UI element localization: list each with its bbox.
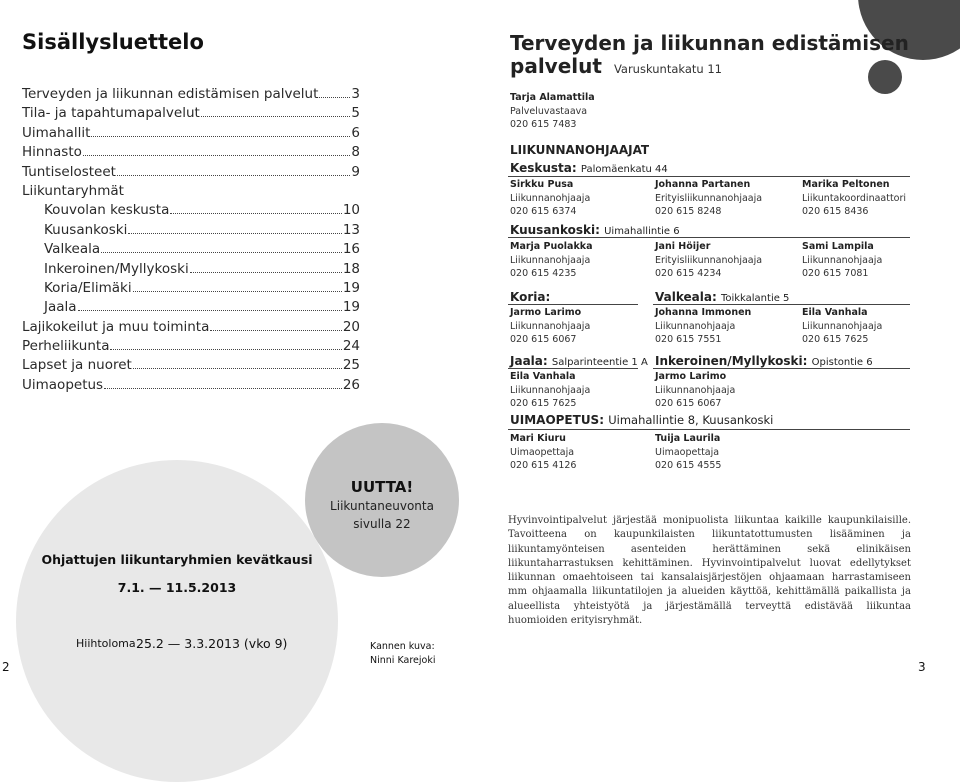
toc-label: Kuusankoski — [44, 221, 128, 238]
toc-row — [22, 319, 360, 338]
page-title-line1: Terveyden ja liikunnan edistämisen — [510, 31, 909, 55]
contact-phone: 020 615 4234 — [655, 268, 722, 279]
contact-phone: 020 615 7081 — [802, 268, 869, 279]
toc-label: Valkeala — [44, 241, 101, 258]
contact-phone: 020 615 6374 — [510, 206, 577, 217]
toc-label: Liikuntaryhmät — [22, 182, 124, 199]
koria-heading — [510, 290, 550, 304]
valkeala-heading — [655, 290, 789, 304]
toc-row — [22, 125, 360, 144]
valkeala-title: Valkeala: — [655, 290, 717, 304]
toc-label: Tuntiselosteet — [22, 163, 116, 180]
contact-role: Liikunnanohjaaja — [655, 384, 736, 396]
toc-row — [22, 357, 360, 376]
toc-page-number: 6 — [351, 124, 360, 141]
season-title: Ohjattujen liikuntaryhmien kevätkausi — [41, 552, 313, 567]
contact-card — [510, 432, 576, 473]
uimaopetus-place: Uimahallintie 8, Kuusankoski — [608, 413, 774, 427]
contact-role: Uimaopettaja — [510, 446, 575, 458]
contact-phone: 020 615 7625 — [510, 398, 577, 409]
contact-card — [510, 306, 590, 347]
contact-role: Liikunnanohjaaja — [802, 320, 883, 332]
toc-label: Lapset ja nuoret — [22, 357, 132, 374]
jaala-place: Salparinteentie 1 A — [551, 357, 648, 368]
inkeroinen-title: Inkeroinen/Myllykoski: — [655, 354, 808, 368]
contact-role: Erityisliikunnanohjaaja — [655, 192, 763, 204]
toc-label: Inkeroinen/Myllykoski — [44, 260, 189, 277]
toc-row — [22, 377, 360, 396]
contact-name: Mari Kiuru — [510, 433, 566, 444]
contact-card — [655, 240, 762, 281]
valkeala-place: Toikkalantie 5 — [720, 293, 790, 304]
toc-label: Uimaopetus — [22, 376, 104, 393]
contact-role: Liikunnanohjaaja — [802, 254, 883, 266]
toc-row — [22, 86, 360, 105]
contact-card — [655, 432, 721, 473]
contact-card — [802, 240, 882, 281]
section-instructors-title: LIIKUNNANOHJAAJAT — [510, 143, 650, 157]
toc-page-number: 18 — [342, 260, 360, 277]
toc-label: Tila- ja tapahtumapalvelut — [22, 105, 200, 122]
toc-leader-dots — [101, 252, 342, 253]
toc-leader-dots — [117, 175, 350, 176]
toc-leader-dots — [190, 272, 342, 273]
contact-name: Sami Lampila — [802, 241, 874, 252]
uutta-line1: Liikuntaneuvonta — [330, 499, 434, 513]
toc-row — [22, 222, 360, 241]
toc-page-number: 24 — [342, 338, 360, 355]
kuusankoski-place: Uimahallintie 6 — [604, 226, 680, 237]
inkeroinen-heading — [655, 354, 873, 368]
keskusta-title: Keskusta: — [510, 161, 577, 175]
contact-name: Johanna Partanen — [655, 179, 751, 190]
contact-name: Marika Peltonen — [802, 179, 890, 190]
toc-label: Jaala — [44, 299, 77, 316]
head-contact-name: Tarja Alamattila — [510, 92, 595, 103]
contact-name: Eila Vanhala — [510, 371, 576, 382]
keskusta-heading — [510, 161, 668, 175]
toc-page-number: 16 — [342, 241, 360, 258]
uimaopetus-heading — [510, 413, 773, 427]
head-contact-phone: 020 615 7483 — [510, 119, 577, 130]
page-title-line2: palvelut — [510, 54, 602, 78]
toc-page-number: 13 — [342, 221, 360, 238]
contact-phone: 020 615 4235 — [510, 268, 577, 279]
keskusta-place: Palomäenkatu 44 — [580, 164, 668, 175]
contact-phone: 020 615 4555 — [655, 460, 722, 471]
toc-row — [22, 261, 360, 280]
toc-label: Terveyden ja liikunnan edistämisen palvelut — [22, 86, 319, 102]
toc-label: Hinnasto — [22, 144, 82, 161]
toc-leader-dots — [83, 155, 351, 156]
toc-leader-dots — [201, 116, 351, 117]
toc-title: Sisällysluettelo — [22, 30, 204, 54]
toc-leader-dots — [170, 213, 341, 214]
season-dates: 7.1. — 11.5.2013 — [117, 580, 237, 595]
toc-label: Perheliikunta — [22, 338, 110, 355]
header-address: Varuskuntakatu 11 — [613, 62, 722, 76]
head-contact — [510, 91, 595, 132]
toc-leader-dots — [104, 388, 342, 389]
contact-phone: 020 615 6067 — [510, 334, 577, 345]
toc-row — [22, 183, 360, 202]
toc-row — [22, 164, 360, 183]
toc-page-number: 20 — [342, 318, 360, 335]
toc-leader-dots — [319, 97, 350, 98]
contact-card — [655, 306, 751, 347]
koria-title: Koria: — [510, 290, 551, 304]
head-contact-role: Palveluvastaava — [510, 105, 588, 117]
toc-leader-dots — [110, 349, 341, 350]
contact-name: Jarmo Larimo — [655, 371, 727, 382]
toc-page-number: 8 — [351, 144, 360, 161]
uutta-text — [305, 497, 459, 533]
toc-row — [22, 202, 360, 221]
toc-page-number: 25 — [342, 357, 360, 374]
contact-card — [655, 370, 735, 411]
page-title — [510, 32, 930, 81]
contact-name: Johanna Immonen — [655, 307, 752, 318]
uutta-title: UUTTA! — [350, 478, 414, 496]
uutta-line2: sivulla 22 — [353, 517, 411, 531]
toc-leader-dots — [133, 291, 342, 292]
jaala-heading — [510, 354, 648, 368]
contact-name: Marja Puolakka — [510, 241, 593, 252]
contact-role: Liikuntakoordinaattori — [802, 192, 907, 204]
inkeroinen-place: Opistontie 6 — [811, 357, 873, 368]
divider — [508, 429, 910, 430]
divider — [508, 237, 910, 238]
contact-role: Uimaopettaja — [655, 446, 720, 458]
contact-role: Erityisliikunnanohjaaja — [655, 254, 763, 266]
toc-leader-dots — [210, 330, 341, 331]
uimaopetus-title: UIMAOPETUS: — [510, 413, 605, 427]
contact-name: Tuija Laurila — [655, 433, 721, 444]
contact-role: Liikunnanohjaaja — [510, 320, 591, 332]
toc-page-number: 26 — [342, 376, 360, 393]
description-paragraph: Hyvinvointipalvelut järjestää monipuolista liikuntaa kaikille kaupunkilaisille. Tavoitteena on kaupunkilaisten liikuntatottumusten lisääminen ja liikuntamyönteisen asenteiden herättäminen sekä elinikäisen liikuntaharrastuksen kehittäminen. Hyvinvointipalvelut luovat edellytykset liikunnan omaehtoiseen tai kansalaisjärjestöjen ohjaamaan harrastamiseen mm ohjaamalla liikuntatilojen ja alueiden käyttöä, kehittämällä paikallista ja alueellista yhteistyötä ja järjestämällä terveyttä edistävää liikuntaa huomioiden erityisryhmät. — [508, 515, 911, 627]
toc-label: Uimahallit — [22, 124, 91, 141]
toc-row — [22, 299, 360, 318]
toc-row — [22, 144, 360, 163]
toc-page-number: 5 — [351, 105, 360, 122]
contact-phone: 020 615 7625 — [802, 334, 869, 345]
contact-card — [802, 178, 906, 219]
contact-phone: 020 615 6067 — [655, 398, 722, 409]
contact-card — [655, 178, 762, 219]
cover-credit-label: Kannen kuva: — [370, 641, 435, 652]
table-of-contents — [22, 86, 360, 396]
toc-leader-dots — [91, 136, 350, 137]
contact-phone: 020 615 7551 — [655, 334, 722, 345]
toc-row — [22, 280, 360, 299]
contact-card — [802, 306, 882, 347]
contact-role: Liikunnanohjaaja — [510, 192, 591, 204]
toc-row — [22, 338, 360, 357]
kuusankoski-heading — [510, 223, 680, 237]
contact-card — [510, 370, 590, 411]
contact-name: Sirkku Pusa — [510, 179, 574, 190]
contact-card — [510, 240, 593, 281]
contact-phone: 020 615 8436 — [802, 206, 869, 217]
contact-phone: 020 615 8248 — [655, 206, 722, 217]
contact-role: Liikunnanohjaaja — [510, 384, 591, 396]
kuusankoski-title: Kuusankoski: — [510, 223, 600, 237]
toc-row — [22, 105, 360, 124]
decor-circle-large — [16, 460, 338, 782]
toc-leader-dots — [133, 368, 342, 369]
contact-role: Liikunnanohjaaja — [655, 320, 736, 332]
toc-leader-dots — [78, 310, 342, 311]
page-number-left: 2 — [2, 660, 10, 674]
ski-holiday-label: Hiihtoloma — [76, 637, 136, 650]
toc-leader-dots — [128, 233, 341, 234]
toc-page-number: 19 — [342, 299, 360, 316]
contact-phone: 020 615 4126 — [510, 460, 577, 471]
contact-name: Jarmo Larimo — [510, 307, 582, 318]
toc-page-number: 3 — [351, 86, 360, 102]
toc-page-number: 9 — [351, 163, 360, 180]
contact-name: Eila Vanhala — [802, 307, 868, 318]
page-number-right: 3 — [918, 660, 926, 674]
toc-row — [22, 241, 360, 260]
toc-page-number: 10 — [342, 202, 360, 219]
toc-page-number: 19 — [342, 279, 360, 296]
toc-label: Kouvolan keskusta — [44, 202, 170, 219]
toc-label: Koria/Elimäki — [44, 279, 132, 296]
jaala-title: Jaala: — [510, 354, 548, 368]
ski-holiday-value: 25.2 — 3.3.2013 (vko 9) — [136, 636, 288, 651]
cover-credit-name: Ninni Karejoki — [370, 655, 436, 666]
contact-name: Jani Höijer — [655, 241, 711, 252]
contact-role: Liikunnanohjaaja — [510, 254, 591, 266]
cover-credit — [370, 640, 435, 668]
contact-card — [510, 178, 590, 219]
toc-label: Lajikokeilut ja muu toiminta — [22, 318, 210, 335]
